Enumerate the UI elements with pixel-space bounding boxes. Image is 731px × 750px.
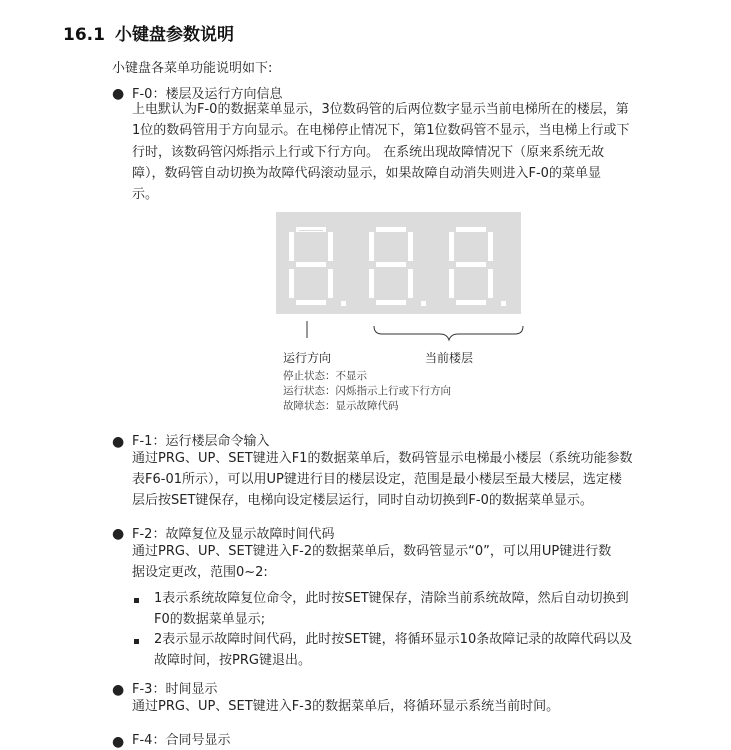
square-bullet-icon [134, 598, 139, 603]
floor-brace [374, 326, 523, 340]
f0-title: F-0：楼层及运行方向信息 [132, 87, 283, 102]
f1-title: F-1：运行楼层命令输入 [132, 434, 270, 449]
f4-title: F-4：合同号显示 [132, 733, 231, 748]
intro-text: 小键盘各菜单功能说明如下: [112, 61, 273, 76]
f0-line: 行时，该数码管闪烁指示上行或下行方向。 在系统出现故障情况下（原来系统无故 [132, 145, 605, 160]
f2-subitem-line: 2表示显示故障时间代码，此时按SET键，将循环显示10条故障记录的故障代码以及 [154, 632, 633, 647]
state-fault: 故障状态：显示故障代码 [283, 400, 399, 412]
f2-line: 据设定更改，范围0~2: [132, 565, 268, 580]
bullet-icon: ● [112, 86, 125, 102]
f0-line: 障），数码管自动切换为故障代码滚动显示，如果故障自动消失则进入F-0的菜单显 [132, 166, 601, 181]
seven-segment-digits [276, 212, 521, 314]
square-bullet-icon [134, 639, 139, 644]
digit-3 [449, 227, 506, 306]
direction-label: 运行方向 [283, 351, 332, 365]
f2-title: F-2：故障复位及显示故障时间代码 [132, 527, 335, 542]
f2-subitem-line: F0的数据菜单显示; [154, 612, 266, 627]
bullet-icon: ● [112, 526, 125, 542]
f2-subitem-line: 1表示系统故障复位命令，此时按SET键保存，清除当前系统故障，然后自动切换到 [154, 591, 629, 606]
section-number: 16.1 [63, 25, 105, 45]
floor-label: 当前楼层 [425, 351, 474, 365]
bullet-icon: ● [112, 682, 125, 698]
seven-segment-display [276, 212, 521, 314]
digit-2 [369, 227, 426, 306]
digit-1 [289, 227, 346, 306]
section-title: 小键盘参数说明 [115, 25, 234, 45]
bullet-icon: ● [112, 734, 125, 750]
f3-title: F-3：时间显示 [132, 682, 218, 697]
f0-line: 示。 [132, 187, 159, 202]
f2-line: 通过PRG、UP、SET键进入F-2的数据菜单后，数码管显示“0”，可以用UP键进行数 [132, 544, 612, 559]
f3-line: 通过PRG、UP、SET键进入F-3的数据菜单后，将循环显示系统当前时间。 [132, 699, 560, 714]
f1-line: 通过PRG、UP、SET键进入F1的数据菜单后，数码管显示电梯最小楼层（系统功能参数 [132, 451, 633, 466]
f0-line: 1位的数码管用于方向显示。在电梯停止情况下，第1位数码管不显示，当电梯上行或下 [132, 123, 630, 138]
state-stop: 停止状态：不显示 [283, 370, 367, 382]
f2-subitem-line: 故障时间，按PRG键退出。 [154, 653, 311, 668]
f1-line: 表F6-01所示），可以用UP键进行目的楼层设定，范围是最小楼层至最大楼层，选定楼 [132, 472, 622, 487]
f0-line: 上电默认为F-0的数据菜单显示，3位数码管的后两位数字显示当前电梯所在的楼层，第 [132, 102, 629, 117]
state-run: 运行状态：闪烁指示上行或下行方向 [283, 385, 451, 397]
bullet-icon: ● [112, 434, 125, 450]
section-heading [63, 20, 234, 45]
f1-line: 层后按SET键保存，电梯向设定楼层运行，同时自动切换到F-0的数据菜单显示。 [132, 493, 593, 508]
